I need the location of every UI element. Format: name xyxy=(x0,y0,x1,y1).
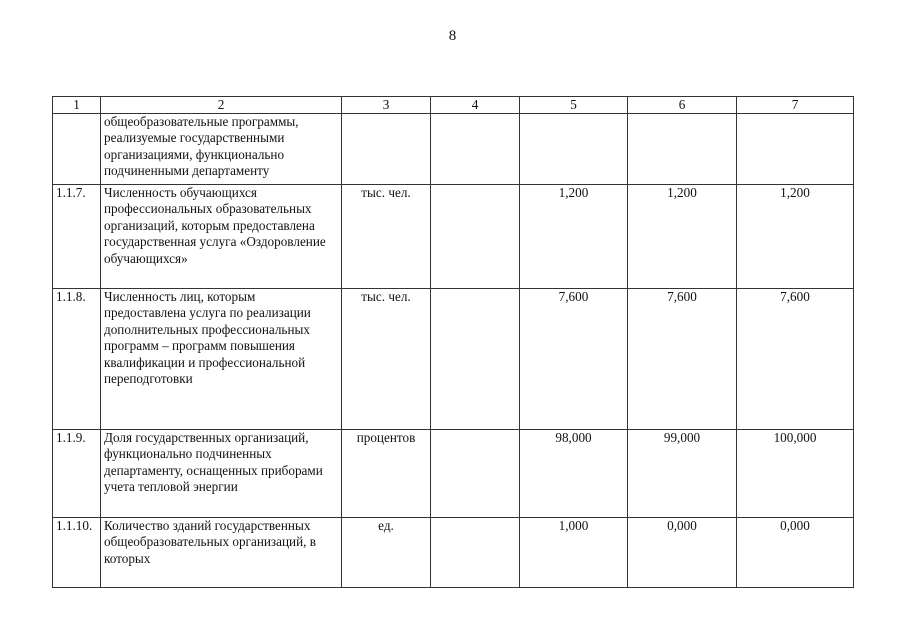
value-cell: 7,600 xyxy=(520,289,628,430)
unit-cell: процентов xyxy=(342,430,431,518)
value-cell: 7,600 xyxy=(737,289,854,430)
value-cell: 1,000 xyxy=(520,518,628,588)
unit-cell: тыс. чел. xyxy=(342,185,431,289)
indicator-name: общеобразовательные программы, реализуемые государственными организациями, функционально подчиненными департаменту xyxy=(101,114,342,185)
header-cell: 7 xyxy=(737,97,854,114)
header-cell: 3 xyxy=(342,97,431,114)
indicator-name: Численность обучающихся профессиональных образовательных организаций, которым предоставлена государственная услуга «Оздоровление обучающихся» xyxy=(101,185,342,289)
value-cell: 100,000 xyxy=(737,430,854,518)
header-cell: 5 xyxy=(520,97,628,114)
header-cell: 6 xyxy=(628,97,737,114)
value-cell xyxy=(431,430,520,518)
table-row xyxy=(53,518,854,588)
indicator-name: Доля государственных организаций, функционально подчиненных департаменту, оснащенных приборами учета тепловой энергии xyxy=(101,430,342,518)
table-row xyxy=(53,185,854,289)
value-cell xyxy=(431,518,520,588)
value-cell: 1,200 xyxy=(628,185,737,289)
table-row xyxy=(53,289,854,430)
table-row xyxy=(53,114,854,185)
value-cell xyxy=(628,114,737,185)
header-cell: 2 xyxy=(101,97,342,114)
value-cell: 0,000 xyxy=(628,518,737,588)
indicator-name: Количество зданий государственных общеобразовательных организаций, в которых xyxy=(101,518,342,588)
table-header-row xyxy=(53,97,854,114)
unit-cell: ед. xyxy=(342,518,431,588)
value-cell: 1,200 xyxy=(520,185,628,289)
indicators-table xyxy=(52,96,854,588)
value-cell: 1,200 xyxy=(737,185,854,289)
value-cell: 0,000 xyxy=(737,518,854,588)
header-cell: 1 xyxy=(53,97,101,114)
page-number: 8 xyxy=(448,28,457,44)
header-cell: 4 xyxy=(431,97,520,114)
value-cell: 7,600 xyxy=(628,289,737,430)
row-number: 1.1.7. xyxy=(53,185,101,289)
value-cell xyxy=(520,114,628,185)
value-cell: 99,000 xyxy=(628,430,737,518)
value-cell xyxy=(431,289,520,430)
value-cell: 98,000 xyxy=(520,430,628,518)
table-row xyxy=(53,430,854,518)
row-number: 1.1.8. xyxy=(53,289,101,430)
row-number: 1.1.9. xyxy=(53,430,101,518)
unit-cell: тыс. чел. xyxy=(342,289,431,430)
value-cell xyxy=(431,114,520,185)
unit-cell xyxy=(342,114,431,185)
row-number: 1.1.10. xyxy=(53,518,101,588)
value-cell xyxy=(737,114,854,185)
row-number xyxy=(53,114,101,185)
value-cell xyxy=(431,185,520,289)
indicator-name: Численность лиц, которым предоставлена услуга по реализации дополнительных профессиональных программ – программ повышения квалификации и профессиональной переподготовки xyxy=(101,289,342,430)
